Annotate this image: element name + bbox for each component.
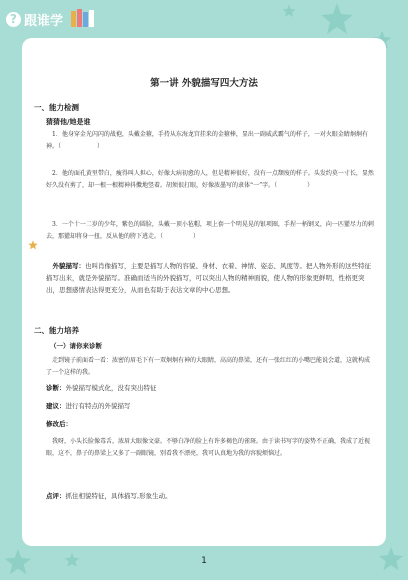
section-heading-ability-training: 二、能力培养	[34, 326, 79, 335]
logo-text: 跟谁学	[24, 13, 64, 29]
diagnosis-label: 诊断：	[46, 384, 66, 392]
suggestion-label: 建议：	[46, 402, 66, 410]
revision-text: 我呀，小头长脸像毒舌，浓眉大眼像文豪。不够白净的脸上有许多褐色的雀斑。由于读书写字的姿势不正确，我成了近视眼，这不，鼻子的鼻梁上又多了一副眼镜，别看我不漂亮，我可认真地为我的容貌烦恼过。	[46, 438, 371, 457]
brand-logo	[6, 9, 63, 29]
comment-label: 点评：	[46, 492, 66, 500]
subheading-guess-who: 猜猜他/她是谁	[46, 118, 91, 126]
books-icon	[70, 8, 96, 28]
comment-text: 抓住相貌特征，具体描写,形象生动。	[65, 492, 172, 500]
suggestion-text: 进行有特点的外貌描写	[65, 402, 131, 410]
question-3: 3．一个十一二岁的少年，紫色的圆脸，头戴一顶小毡帽，项上套一个明晃晃的银项圈，手捏一柄钢叉，向一匹獾尽力的刺去，那獾却将身一扭，反从他的胯下逃走。（ ）	[46, 221, 374, 240]
definition-label: 外貌描写：	[52, 262, 85, 270]
star-icon	[282, 4, 296, 18]
question-1: 1．他身穿金光闪闪的战袍，头戴金箍，手持从东海龙宫挂来的金箍棒，显出一副威武霸气的样子，一对火眼金睛炯炯有神。（ ）	[46, 131, 368, 150]
page-number: 1	[201, 556, 207, 566]
question-2: 2．他的面孔黄里带白，瘦得叫人担心，好像大病初愈的人，但是精神很好，没有一点颓废的样子。头发约莫一寸长，显然好久没有剪了，却一根一根精神抖擞地竖着。胡须很打眼，好像浓墨写的隶体“一”字。（ ）	[46, 170, 374, 189]
page-title: 第一讲 外貌描写四大方法	[150, 78, 258, 89]
logo-mark-icon: ?	[6, 12, 21, 27]
comment-line	[46, 490, 374, 502]
passage: 走到镜子前面看一看：浓密的眉毛下有一双炯炯有神的大眼睛，高高的鼻梁，还有一张红红的小嘴巴能说会道，这就构成了一个这样的我。	[46, 357, 371, 376]
star-icon	[320, 2, 354, 36]
revision-label: 修改后：	[46, 420, 72, 428]
document-page	[22, 38, 386, 546]
revision-line	[46, 418, 374, 430]
diagnosis-line	[46, 382, 374, 394]
definition-text: 也叫肖像描写，主要是描写人物的容貌、身材、衣着、神情、姿态、风度等。把人物外形的这些特征描写出来，就是外貌描写。准确而适当的外貌描写，可以突出人物的精神面貌，使人物的形象更鲜明，性格更突出，思想感情表达得更充分，从而也有助于表达文章的中心思想。	[46, 262, 371, 294]
diagnosis-text: 外貌描写模式化，没有突出特征	[65, 384, 157, 392]
star-icon	[28, 240, 38, 250]
suggestion-line	[46, 400, 374, 412]
subheading-diagnose: （一）请你来诊断	[50, 342, 102, 350]
section-heading-ability-test: 一、能力检测	[34, 103, 79, 112]
definition-paragraph	[46, 260, 374, 296]
